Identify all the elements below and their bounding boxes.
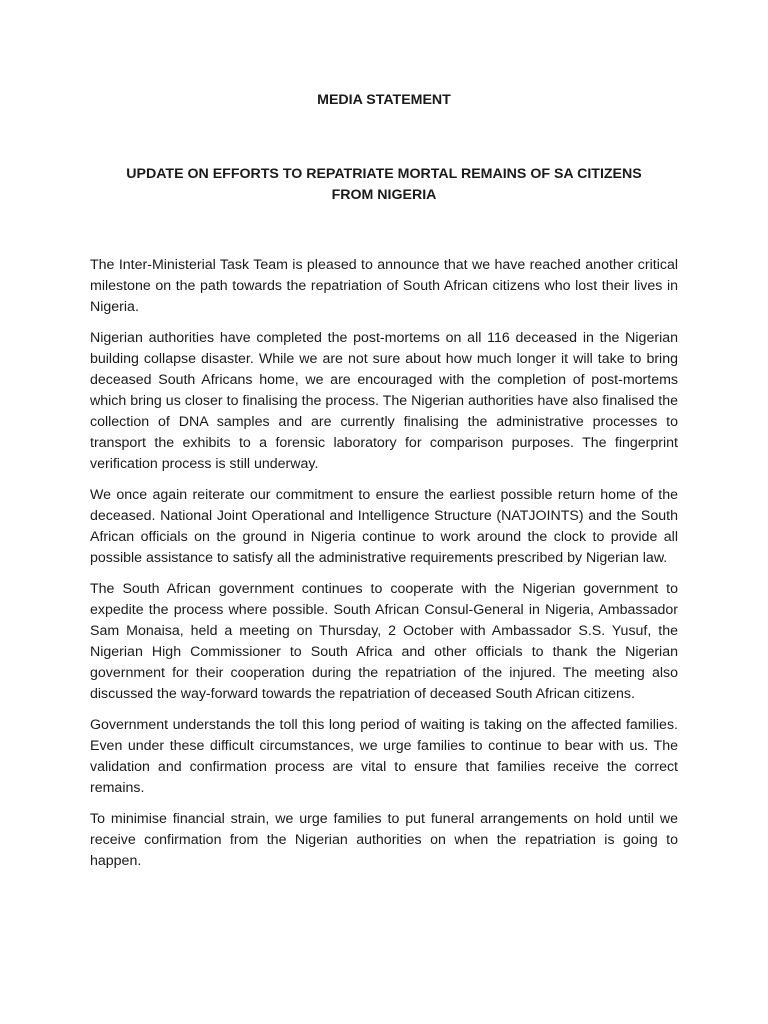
subtitle-line-2: FROM NIGERIA [331, 187, 437, 203]
paragraph-post-mortems: Nigerian authorities have completed the post-mortems on all 116 deceased in the Nigerian building collapse disaster. While we are not sure about how much longer it will take to bring deceased South Africans home, we are encouraged with the completion of post-mortems which bring us closer to finalising the process. The Nigerian authorities have also finalised the collection of DNA samples and are currently finalising the administrative processes to transport the exhibits to a forensic laboratory for comparison purposes. The fingerprint verification process is still underway. [90, 330, 678, 472]
paragraph-families: Government understands the toll this long period of waiting is taking on the affected families. Even under these difficult circumstances, we urge families to continue to bear with us. The validation and confirmation process are vital to ensure that families receive the correct remains. [90, 717, 678, 796]
document-subtitle [90, 164, 678, 206]
document-title: MEDIA STATEMENT [317, 92, 451, 108]
document-body [90, 255, 678, 872]
paragraph-announcement: The Inter-Ministerial Task Team is pleased to announce that we have reached another critical milestone on the path towards the repatriation of South African citizens who lost their lives in Nigeria. [90, 257, 678, 315]
paragraph-financial-strain: To minimise financial strain, we urge families to put funeral arrangements on hold until we receive confirmation from the Nigerian authorities on when the repatriation is going to happen. [90, 811, 678, 869]
paragraph-commitment: We once again reiterate our commitment to ensure the earliest possible return home of the deceased. National Joint Operational and Intelligence Structure (NATJOINTS) and the South African officials on the ground in Nigeria continue to work around the clock to provide all possible assistance to satisfy all the administrative requirements prescribed by Nigerian law. [90, 487, 678, 566]
subtitle-line-1: UPDATE ON EFFORTS TO REPATRIATE MORTAL REMAINS OF SA CITIZENS [126, 166, 642, 182]
paragraph-cooperation: The South African government continues to cooperate with the Nigerian government to expedite the process where possible. South African Consul-General in Nigeria, Ambassador Sam Monaisa, held a meeting on Thursday, 2 October with Ambassador S.S. Yusuf, the Nigerian High Commissioner to South Africa and other officials to thank the Nigerian government for their cooperation during the repatriation of the injured. The meeting also discussed the way-forward towards the repatriation of deceased South African citizens. [90, 581, 678, 702]
document-page [90, 90, 678, 882]
